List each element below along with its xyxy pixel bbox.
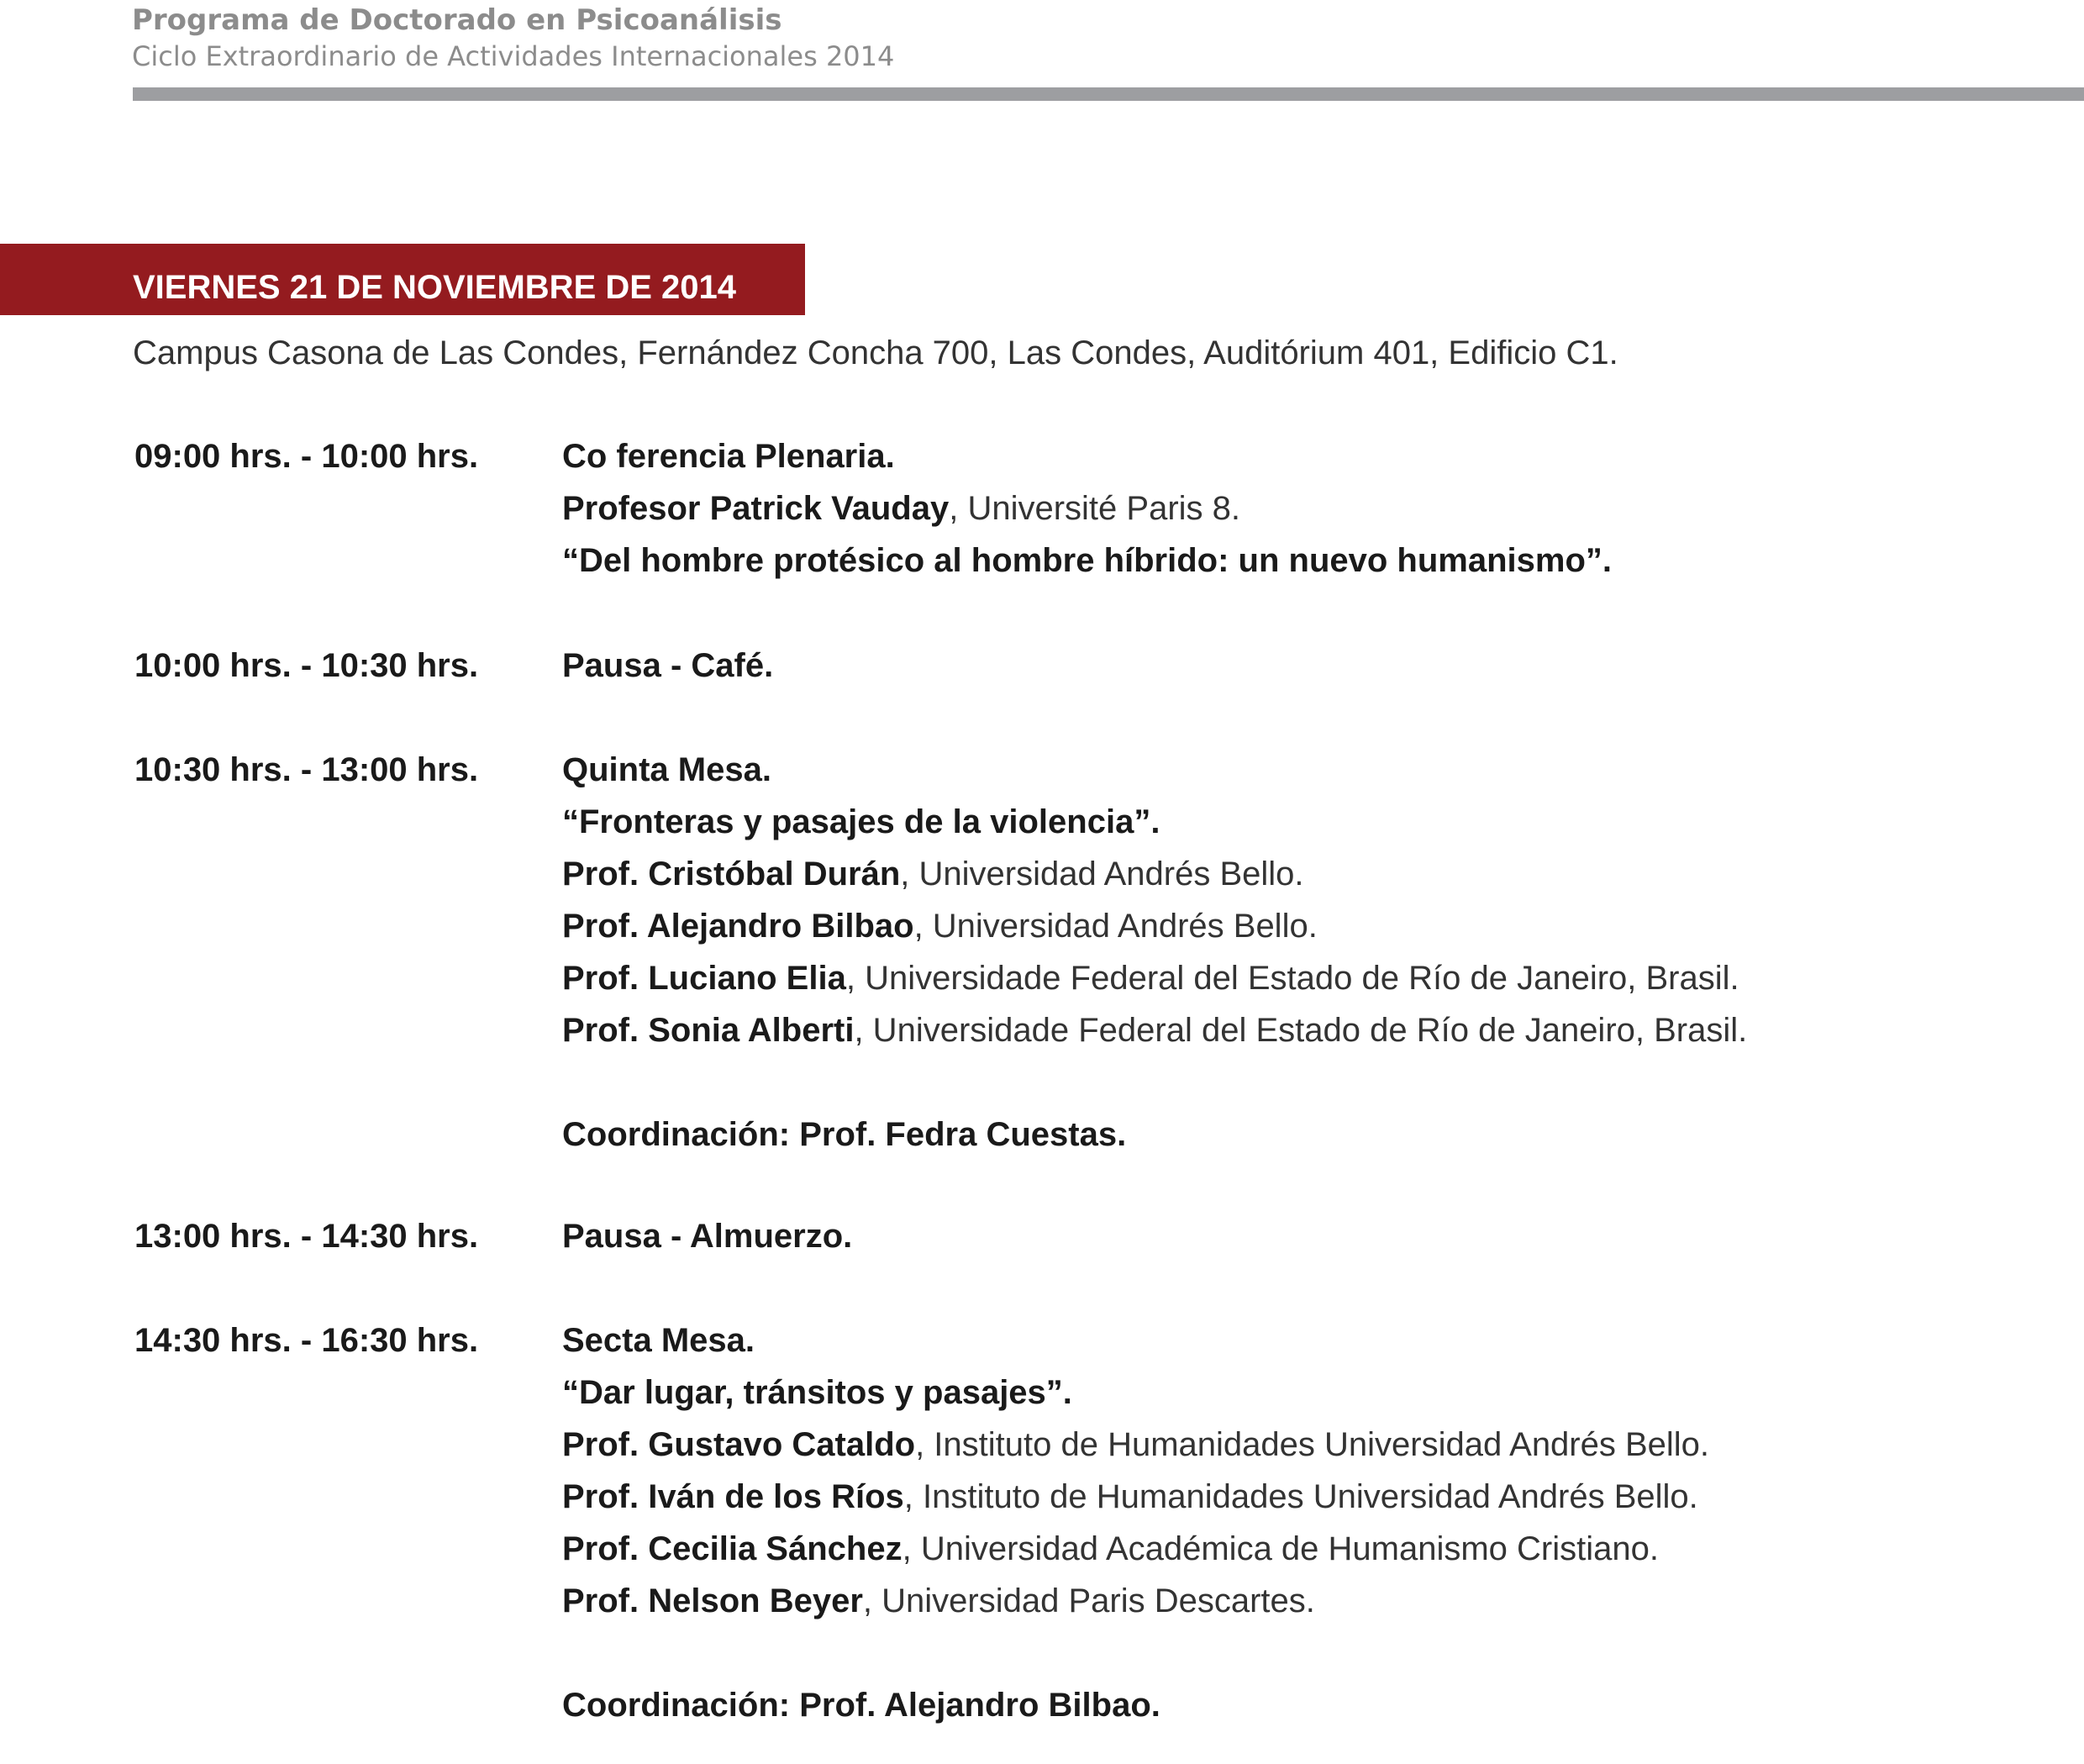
header-divider xyxy=(133,87,2084,101)
panelist-affiliation: , Universidad Académica de Humanismo Cristiano. xyxy=(902,1530,1659,1567)
panelist-affiliation: , Instituto de Humanidades Universidad Andrés Bello. xyxy=(915,1426,1710,1463)
session-title: Pausa - Café. xyxy=(562,647,774,684)
panel-subtitle: “Fronteras y pasajes de la violencia”. xyxy=(562,803,1160,840)
speaker-affiliation: , Université Paris 8. xyxy=(949,490,1240,527)
session-title: Secta Mesa. xyxy=(562,1322,755,1359)
panel-subtitle: “Dar lugar, tránsitos y pasajes”. xyxy=(562,1374,1072,1411)
session-content xyxy=(562,640,773,692)
event-location: Campus Casona de Las Condes, Fernández Concha 700, Las Condes, Auditórium 401, Edificio C1. xyxy=(133,334,1618,371)
panelist-name: Prof. Luciano Elia xyxy=(562,960,846,997)
panelist-name: Prof. Alejandro Bilbao xyxy=(562,908,914,945)
panelist-name: Prof. Iván de los Ríos xyxy=(562,1478,904,1515)
date-banner-text: VIERNES 21 DE NOVIEMBRE DE 2014 xyxy=(133,269,737,306)
panel-coordination: Coordinación: Prof. Fedra Cuestas. xyxy=(562,1116,1127,1153)
session-title: Quinta Mesa. xyxy=(562,751,771,788)
date-banner xyxy=(0,244,805,315)
panel-coordination: Coordinación: Prof. Alejandro Bilbao. xyxy=(562,1687,1160,1724)
session-title: Pausa - Almuerzo. xyxy=(562,1218,853,1255)
session-time: 13:00 hrs. - 14:30 hrs. xyxy=(134,1218,479,1255)
speaker-name: Profesor Patrick Vauday xyxy=(562,490,950,527)
panelist-name: Prof. Gustavo Cataldo xyxy=(562,1426,916,1463)
session-content xyxy=(562,744,1747,1161)
panelist-affiliation: , Universidade Federal del Estado de Río de Janeiro, Brasil. xyxy=(854,1012,1748,1049)
program-title: Programa de Doctorado en Psicoanálisis xyxy=(132,3,782,37)
panelist-name: Prof. Cristóbal Durán xyxy=(562,856,901,893)
panelist-name: Prof. Nelson Beyer xyxy=(562,1582,863,1619)
session-time: 10:00 hrs. - 10:30 hrs. xyxy=(134,647,479,684)
panelist-affiliation: , Universidad Andrés Bello. xyxy=(900,856,1304,893)
talk-title: “Del hombre protésico al hombre híbrido: un nuevo humanismo”. xyxy=(562,542,1613,579)
panelist-affiliation: , Universidad Andrés Bello. xyxy=(913,908,1318,945)
panelist-name: Prof. Sonia Alberti xyxy=(562,1012,855,1049)
session-time: 09:00 hrs. - 10:00 hrs. xyxy=(134,438,479,475)
session-content xyxy=(562,1210,852,1262)
session-time: 10:30 hrs. - 13:00 hrs. xyxy=(134,751,479,788)
panelist-name: Prof. Cecilia Sánchez xyxy=(562,1530,903,1567)
panelist-affiliation: , Instituto de Humanidades Universidad Andrés Bello. xyxy=(903,1478,1698,1515)
session-content xyxy=(562,1314,1709,1731)
session-title: Co ferencia Plenaria. xyxy=(562,438,895,475)
panelist-affiliation: , Universidade Federal del Estado de Río de Janeiro, Brasil. xyxy=(845,960,1739,997)
session-time: 14:30 hrs. - 16:30 hrs. xyxy=(134,1322,479,1359)
cycle-subtitle: Ciclo Extraordinario de Actividades Internacionales 2014 xyxy=(132,40,895,72)
session-content xyxy=(562,430,1612,587)
panelist-affiliation: , Universidad Paris Descartes. xyxy=(862,1582,1315,1619)
